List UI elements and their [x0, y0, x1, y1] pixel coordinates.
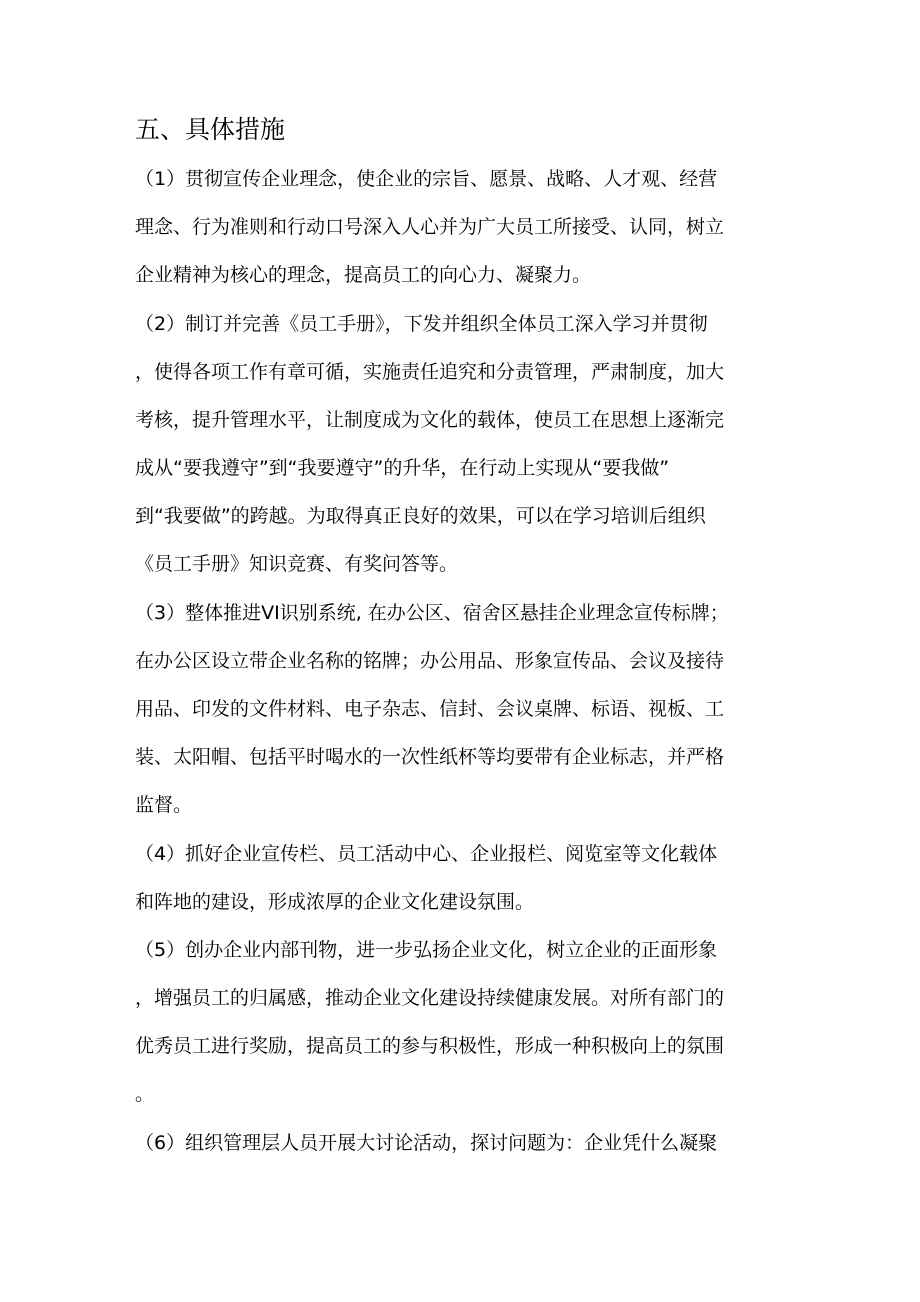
paragraph-1-line-3: 企业精神为核心的理念，提高员工的向心力、凝聚力。	[135, 264, 592, 286]
paragraph-1-line-1: （1）贯彻宣传企业理念，使企业的宗旨、愿景、战略、人才观、经营	[135, 168, 718, 190]
paragraph-3-line-3: 用品、印发的文件材料、电子杂志、信封、会议桌牌、标语、视板、工	[135, 698, 725, 720]
paragraph-2-line-6: 《员工手册》知识竞赛、有奖问答等。	[135, 553, 459, 575]
paragraph-2-line-5: 到“我要做”的跨越。为取得真正良好的效果，可以在学习培训后组织	[135, 505, 706, 527]
paragraph-6-line-1: （6）组织管理层人员开展大讨论活动，探讨问题为：企业凭什么凝聚	[135, 1132, 718, 1154]
paragraph-2-line-1: （2）制订并完善《员工手册》，下发并组织全体员工深入学习并贯彻	[135, 313, 708, 335]
paragraph-2-line-4: 成从“要我遵守”到“我要遵守”的升华，在行动上实现从“要我做”	[135, 457, 670, 479]
paragraph-5-line-4: 。	[135, 1083, 155, 1105]
paragraph-2-line-2: ，使得各项工作有章可循，实施责任追究和分责管理，严肃制度，加大	[135, 361, 725, 383]
section-heading: 五、具体措施	[135, 115, 286, 144]
paragraph-3-line-1: （3）整体推进VI识别系统, 在办公区、宿舍区悬挂企业理念宣传标牌；	[135, 602, 729, 624]
paragraph-4-line-1: （4）抓好企业宣传栏、员工活动中心、企业报栏、阅览室等文化载体	[135, 843, 718, 865]
paragraph-3-line-5: 监督。	[135, 794, 193, 816]
paragraph-4-line-2: 和阵地的建设，形成浓厚的企业文化建设氛围。	[135, 891, 535, 913]
paragraph-5-line-2: ，增强员工的归属感，推动企业文化建设持续健康发展。对所有部门的	[135, 987, 725, 1009]
paragraph-3-line-4: 装、太阳帽、包括平时喝水的一次性纸杯等均要带有企业标志，并严格	[135, 746, 725, 768]
paragraph-1-line-2: 理念、行为准则和行动口号深入人心并为广大员工所接受、认同，树立	[135, 216, 725, 238]
paragraph-2-line-3: 考核，提升管理水平，让制度成为文化的载体，使员工在思想上逐渐完	[135, 409, 725, 431]
paragraph-3-line-2: 在办公区设立带企业名称的铭牌；办公用品、形象宣传品、会议及接待	[135, 650, 725, 672]
paragraph-5-line-3: 优秀员工进行奖励，提高员工的参与积极性，形成一种积极向上的氛围	[135, 1035, 725, 1057]
paragraph-5-line-1: （5）创办企业内部刊物，进一步弘扬企业文化，树立企业的正面形象	[135, 939, 718, 961]
